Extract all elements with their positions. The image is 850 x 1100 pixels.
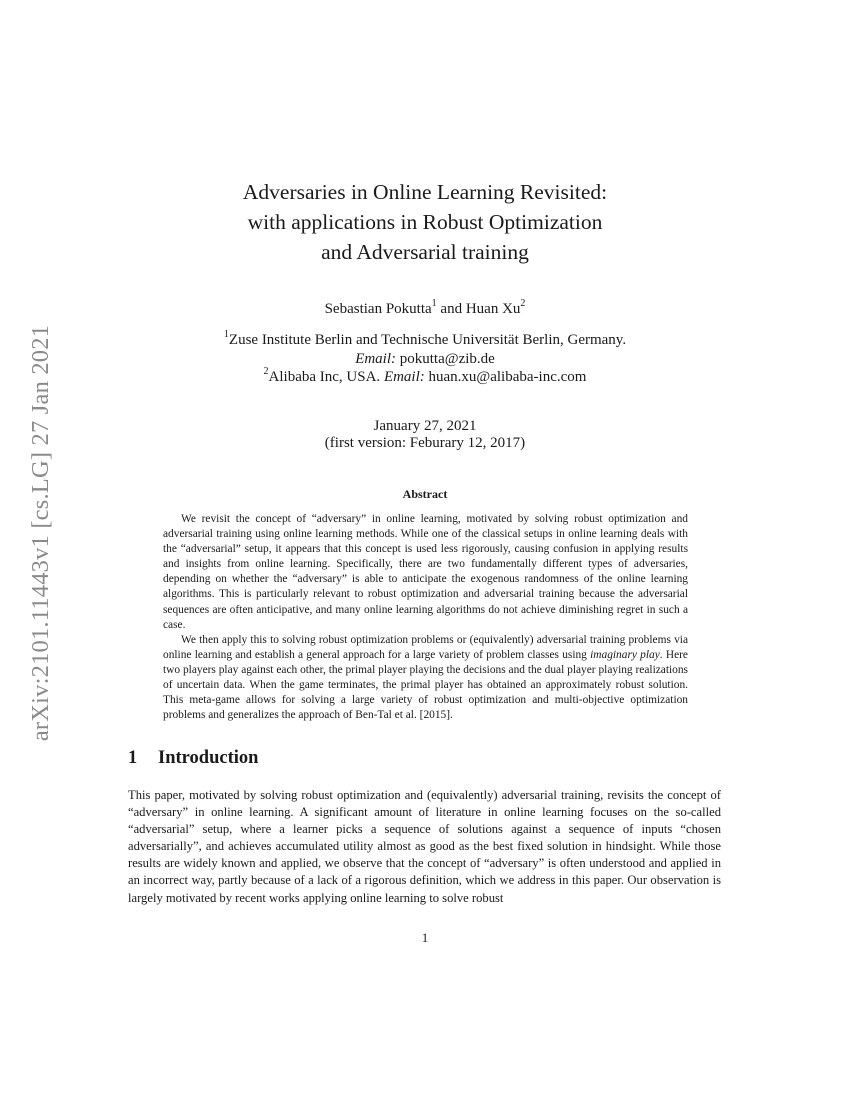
affiliation-marker: 2 (520, 298, 526, 309)
title-line-3: and Adversarial training (321, 240, 529, 264)
date-block (0, 418, 850, 452)
arxiv-identifier-text: arXiv:2101.11443v1 [cs.LG] 27 Jan 2021 (27, 324, 54, 742)
first-version-date: (first version: Feburary 12, 2017) (324, 435, 526, 451)
page-number: 1 (421, 931, 429, 945)
affiliation-2 (0, 368, 850, 387)
email-label: Email: (383, 369, 425, 385)
abstract-heading: Abstract (402, 487, 448, 501)
affiliation-text: Alibaba Inc, USA. (268, 369, 384, 385)
abstract-text: We then apply this to solving robust optimization problems or (equivalently) adversarial training problems via online learning and establish a general approach for a large variety of problem classes using (163, 633, 688, 661)
affiliations (0, 331, 850, 387)
section-title: Introduction (158, 748, 259, 768)
affiliation-1 (0, 331, 850, 350)
email-address: huan.xu@alibaba-inc.com (424, 369, 587, 385)
abstract-paragraph (163, 633, 688, 724)
abstract-paragraph: We revisit the concept of “adversary” in online learning, motivated by solving robust optimization and adversarial training using online learning methods. While one of the classical setups in online learning deals with the “adversarial” setup, it appears that this concept is used less rigorously, causing confusion in applying results and insights from online learning. Specifically, there are two fundamentally different types of adversaries, depending on whether the “adversary” is able to anticipate the exogenous randomness of the online learning algorithms. This is particularly relevant to robust optimization and adversarial training because the adversarial sequences are often anticipative, and many online learning algorithms do not achieve diminishing regret in such a case. (163, 513, 688, 631)
email-address: pokutta@zib.de (396, 350, 495, 367)
affiliation-text: Zuse Institute Berlin and Technische Universität Berlin, Germany. (228, 332, 627, 348)
affiliation-marker: 1 (223, 329, 229, 340)
abstract-text: . Here two players play against each other, the primal player playing the decisions and the dual player playing realizations of uncertain data. When the game terminates, the primal player has obtained an approximately robust solution. This meta-game allows for solving a large variety of robust optimization and multi-objective optimization problems and generalizes the approach of Ben-Tal et al. [2015]. (163, 648, 688, 722)
author-name: Sebastian Pokutta (324, 301, 432, 317)
section-number: 1 (128, 748, 138, 768)
affiliation-1-email (0, 350, 850, 369)
email-label: Email: (355, 350, 397, 367)
body-paragraph: This paper, motivated by solving robust optimization and (equivalently) adversarial training, revisits the concept of “adversary” in online learning. A significant amount of literature in online learning focuses on the so-called “adversarial” setup, where a learner picks a sequence of solutions against a sequence of inputs “chosen adversarially”, and achieves accumulated utility almost as good as the best fixed solution in hindsight. While those results are widely known and applied, we observe that the concept of “adversary” is often understood and applied in an incorrect way, partly because of a lack of a rigorous definition, which we address in this paper. Our observation is largely motivated by recent works applying online learning to solve robust (128, 788, 721, 905)
title-line-2: with applications in Robust Optimization (247, 210, 603, 234)
affiliation-marker: 2 (263, 366, 269, 377)
abstract-emphasis: imaginary play (590, 648, 660, 661)
author-name: Huan Xu (465, 301, 521, 317)
publication-date: January 27, 2021 (373, 418, 477, 434)
abstract-body (163, 512, 688, 723)
author-list (0, 298, 850, 318)
section-heading (128, 748, 258, 769)
author-conjunction: and (436, 301, 466, 317)
title-line-1: Adversaries in Online Learning Revisited: (242, 180, 608, 204)
paper-title (0, 177, 850, 267)
affiliation-marker: 1 (431, 298, 437, 309)
introduction-body (128, 787, 721, 907)
